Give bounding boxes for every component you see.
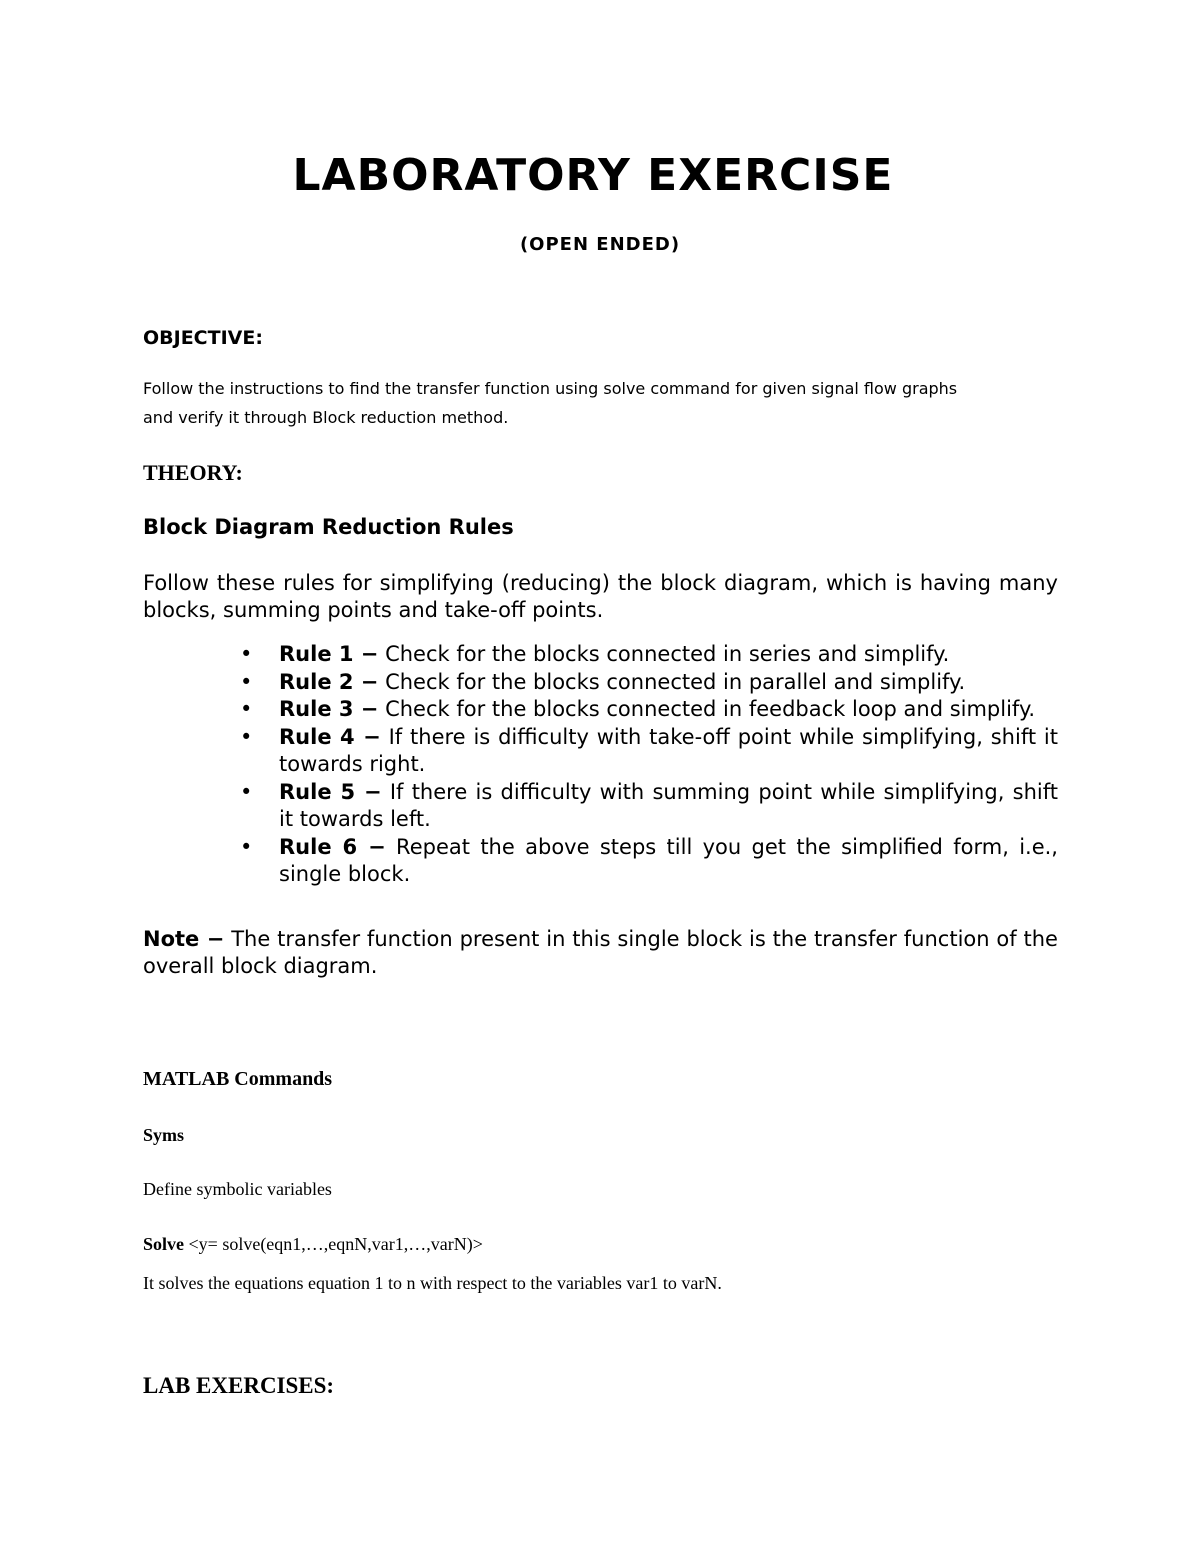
rules-list	[240, 641, 1058, 889]
syms-command: Syms	[143, 1125, 185, 1145]
rule-item-1	[240, 641, 1058, 669]
rule-item-4	[240, 724, 1058, 779]
rules-intro: Follow these rules for simplifying (reducing) the block diagram, which is having many blocks, summing points and take-off points.	[143, 571, 1058, 622]
solve-description: It solves the equations equation 1 to n with respect to the variables var1 to varN.	[143, 1273, 722, 1293]
bullet-icon: •	[240, 697, 253, 721]
rule-label: Rule 2 −	[279, 669, 379, 694]
solve-syntax: <y= solve(eqn1,…,eqnN,var1,…,varN)>	[184, 1234, 483, 1254]
bullet-icon: •	[240, 834, 253, 859]
theory-heading: THEORY:	[143, 460, 243, 485]
note-paragraph	[143, 926, 1058, 980]
rule-label: Rule 1 −	[279, 642, 379, 666]
bullet-icon: •	[240, 724, 253, 749]
rule-text: Repeat the above steps till you get the simplified form, i.e., single block.	[279, 834, 1058, 886]
bullet-icon: •	[240, 779, 253, 804]
rule-text: Check for the blocks connected in parallel and simplify.	[378, 669, 966, 694]
rule-item-6	[240, 834, 1058, 889]
rule-label: Rule 3 −	[279, 697, 379, 721]
rule-label: Rule 6 −	[279, 834, 386, 859]
bullet-icon: •	[240, 642, 253, 666]
solve-label: Solve	[143, 1234, 185, 1254]
objective-line-2: and verify it through Block reduction method.	[143, 408, 509, 427]
rule-item-2	[240, 669, 1058, 697]
objective-line-1: Follow the instructions to find the transfer function using solve command for given signal flow graphs	[143, 379, 958, 398]
rules-heading: Block Diagram Reduction Rules	[143, 515, 514, 539]
rule-text: If there is difficulty with summing point while simplifying, shift it towards left.	[279, 779, 1058, 831]
bullet-icon: •	[240, 669, 253, 694]
rule-label: Rule 5 −	[279, 779, 382, 804]
page-subtitle: (OPEN ENDED)	[519, 234, 681, 255]
rule-text: Check for the blocks connected in series and simplify.	[378, 642, 950, 666]
rule-label: Rule 4 −	[279, 724, 381, 749]
note-text: The transfer function present in this single block is the transfer function of the overall block diagram.	[143, 927, 1058, 978]
objective-heading: OBJECTIVE:	[143, 327, 263, 349]
solve-command	[143, 1234, 483, 1255]
matlab-heading: MATLAB Commands	[143, 1068, 333, 1090]
syms-description: Define symbolic variables	[143, 1179, 332, 1199]
rule-item-5	[240, 779, 1058, 834]
objective-text	[143, 374, 1043, 432]
lab-exercises-heading: LAB EXERCISES:	[143, 1373, 335, 1398]
rule-text: Check for the blocks connected in feedback loop and simplify.	[378, 697, 1036, 721]
note-label: Note −	[143, 927, 225, 951]
rule-text: If there is difficulty with take-off point while simplifying, shift it towards right.	[279, 724, 1058, 776]
page-title: LABORATORY EXERCISE	[292, 150, 894, 201]
rule-item-3	[240, 696, 1058, 724]
